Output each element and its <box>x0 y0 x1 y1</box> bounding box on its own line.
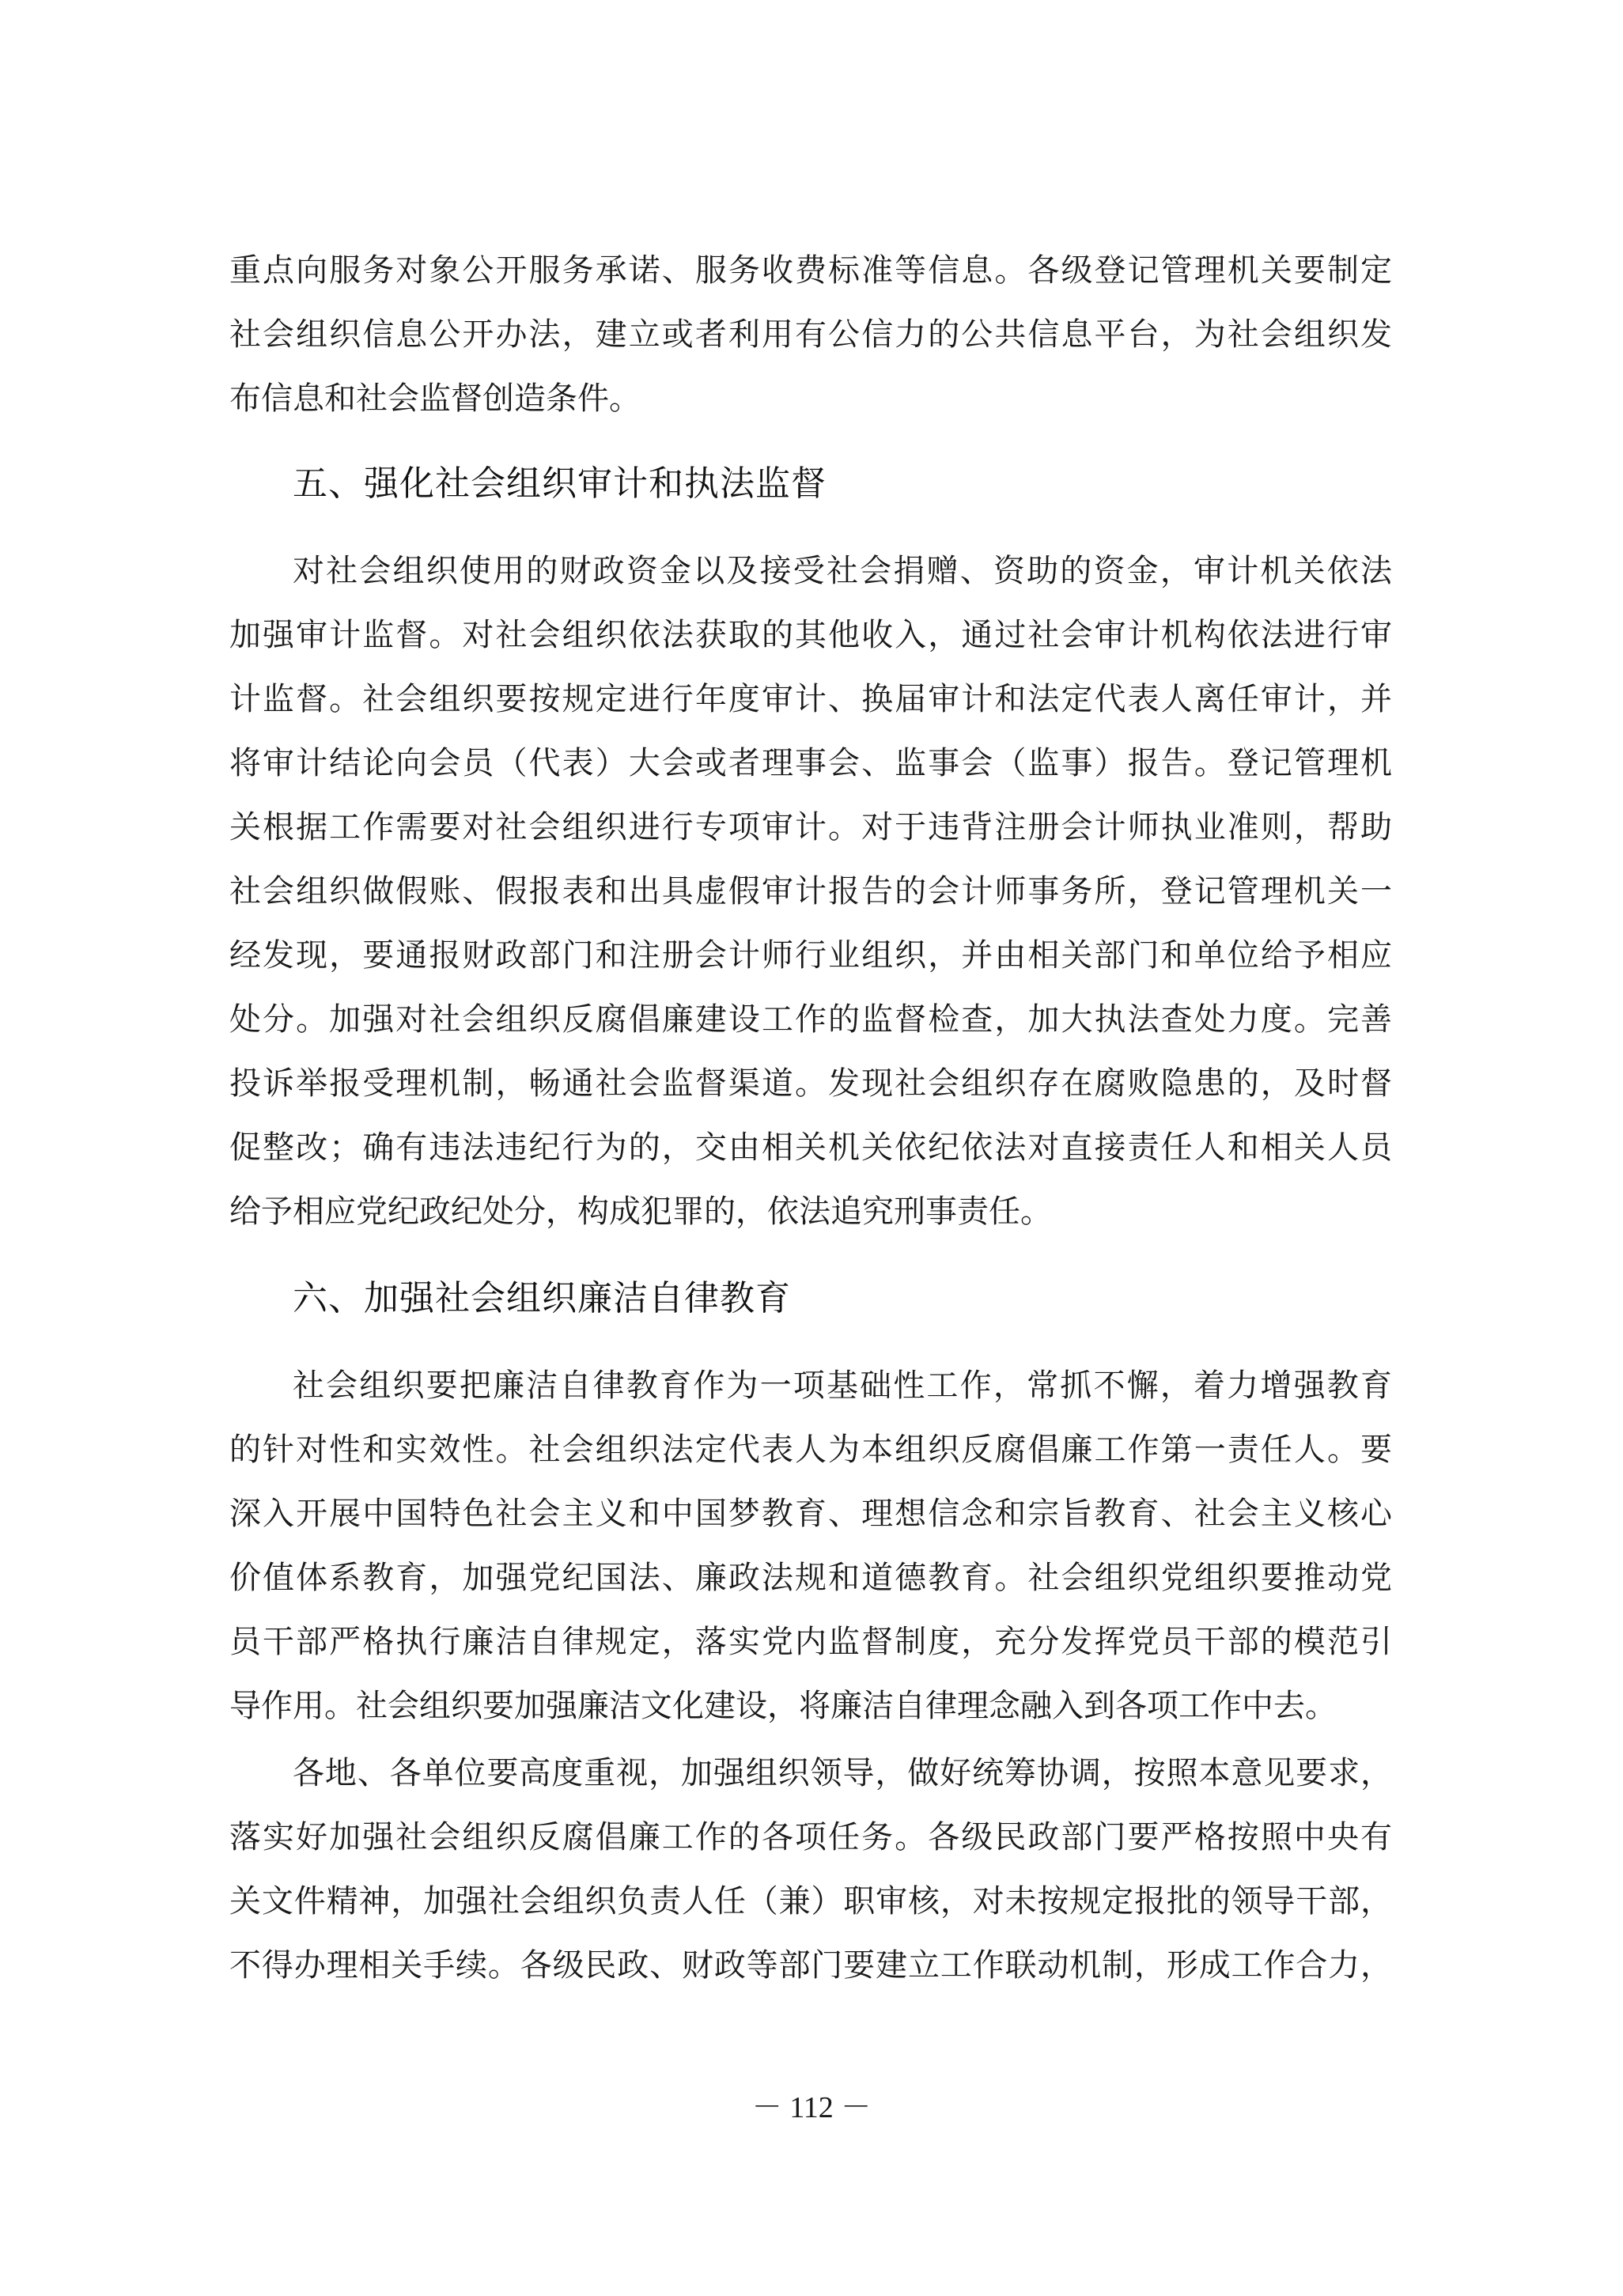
section-5-line-3: 计监督。社会组织要按规定进行年度审计、换届审计和法定代表人离任审计，并 <box>229 681 1392 717</box>
section-5-line-2: 加强审计监督。对社会组织依法获取的其他收入，通过社会审计机构依法进行审 <box>229 617 1392 653</box>
section-6-line-4: 价值体系教育，加强党纪国法、廉政法规和道德教育。社会组织党组织要推动党 <box>229 1560 1392 1596</box>
section-5-line-10: 促整改；确有违法违纪行为的，交由相关机关依纪依法对直接责任人和相关人员 <box>229 1129 1392 1166</box>
section-5-line-8: 处分。加强对社会组织反腐倡廉建设工作的监督检查，加大执法查处力度。完善 <box>229 1001 1392 1038</box>
section-5-line-4: 将审计结论向会员（代表）大会或者理事会、监事会（监事）报告。登记管理机 <box>229 745 1392 781</box>
page-number: － 112 － <box>751 2091 872 2124</box>
intro-line-2: 社会组织信息公开办法，建立或者利用有公信力的公共信息平台，为社会组织发 <box>229 316 1392 353</box>
section-5-line-6: 社会组织做假账、假报表和出具虚假审计报告的会计师事务所，登记管理机关一 <box>229 873 1392 910</box>
closing-line-3: 关文件精神，加强社会组织负责人任（兼）职审核，对未按规定报批的领导干部， <box>229 1883 1392 1920</box>
section-6-line-2: 的针对性和实效性。社会组织法定代表人为本组织反腐倡廉工作第一责任人。要 <box>229 1432 1392 1468</box>
section-6-line-3: 深入开展中国特色社会主义和中国梦教育、理想信念和宗旨教育、社会主义核心 <box>229 1496 1392 1532</box>
closing-line-2: 落实好加强社会组织反腐倡廉工作的各项任务。各级民政部门要严格按照中央有 <box>229 1819 1392 1855</box>
section-5-heading: 五、强化社会组织审计和执法监督 <box>293 463 827 504</box>
section-5-line-5: 关根据工作需要对社会组织进行专项审计。对于违背注册会计师执业准则，帮助 <box>229 809 1392 845</box>
section-5-line-11: 给予相应党纪政纪处分，构成犯罪的，依法追究刑事责任。 <box>229 1193 1052 1230</box>
section-6-line-1: 社会组织要把廉洁自律教育作为一项基础性工作，常抓不懈，着力增强教育 <box>293 1367 1392 1404</box>
intro-line-1: 重点向服务对象公开服务承诺、服务收费标准等信息。各级登记管理机关要制定 <box>229 252 1392 289</box>
section-5-line-7: 经发现，要通报财政部门和注册会计师行业组织，并由相关部门和单位给予相应 <box>229 937 1392 974</box>
section-5-line-1: 对社会组织使用的财政资金以及接受社会捐赠、资助的资金，审计机关依法 <box>293 553 1392 589</box>
section-6-line-5: 员干部严格执行廉洁自律规定，落实党内监督制度，充分发挥党员干部的模范引 <box>229 1624 1392 1660</box>
intro-line-3: 布信息和社会监督创造条件。 <box>229 380 641 417</box>
section-6-line-6: 导作用。社会组织要加强廉洁文化建设，将廉洁自律理念融入到各项工作中去。 <box>229 1688 1337 1724</box>
section-5-line-9: 投诉举报受理机制，畅通社会监督渠道。发现社会组织存在腐败隐患的，及时督 <box>229 1065 1392 1102</box>
closing-line-1: 各地、各单位要高度重视，加强组织领导，做好统筹协调，按照本意见要求， <box>293 1755 1392 1791</box>
section-6-heading: 六、加强社会组织廉洁自律教育 <box>293 1278 791 1318</box>
closing-line-4: 不得办理相关手续。各级民政、财政等部门要建立工作联动机制，形成工作合力， <box>229 1947 1392 1984</box>
